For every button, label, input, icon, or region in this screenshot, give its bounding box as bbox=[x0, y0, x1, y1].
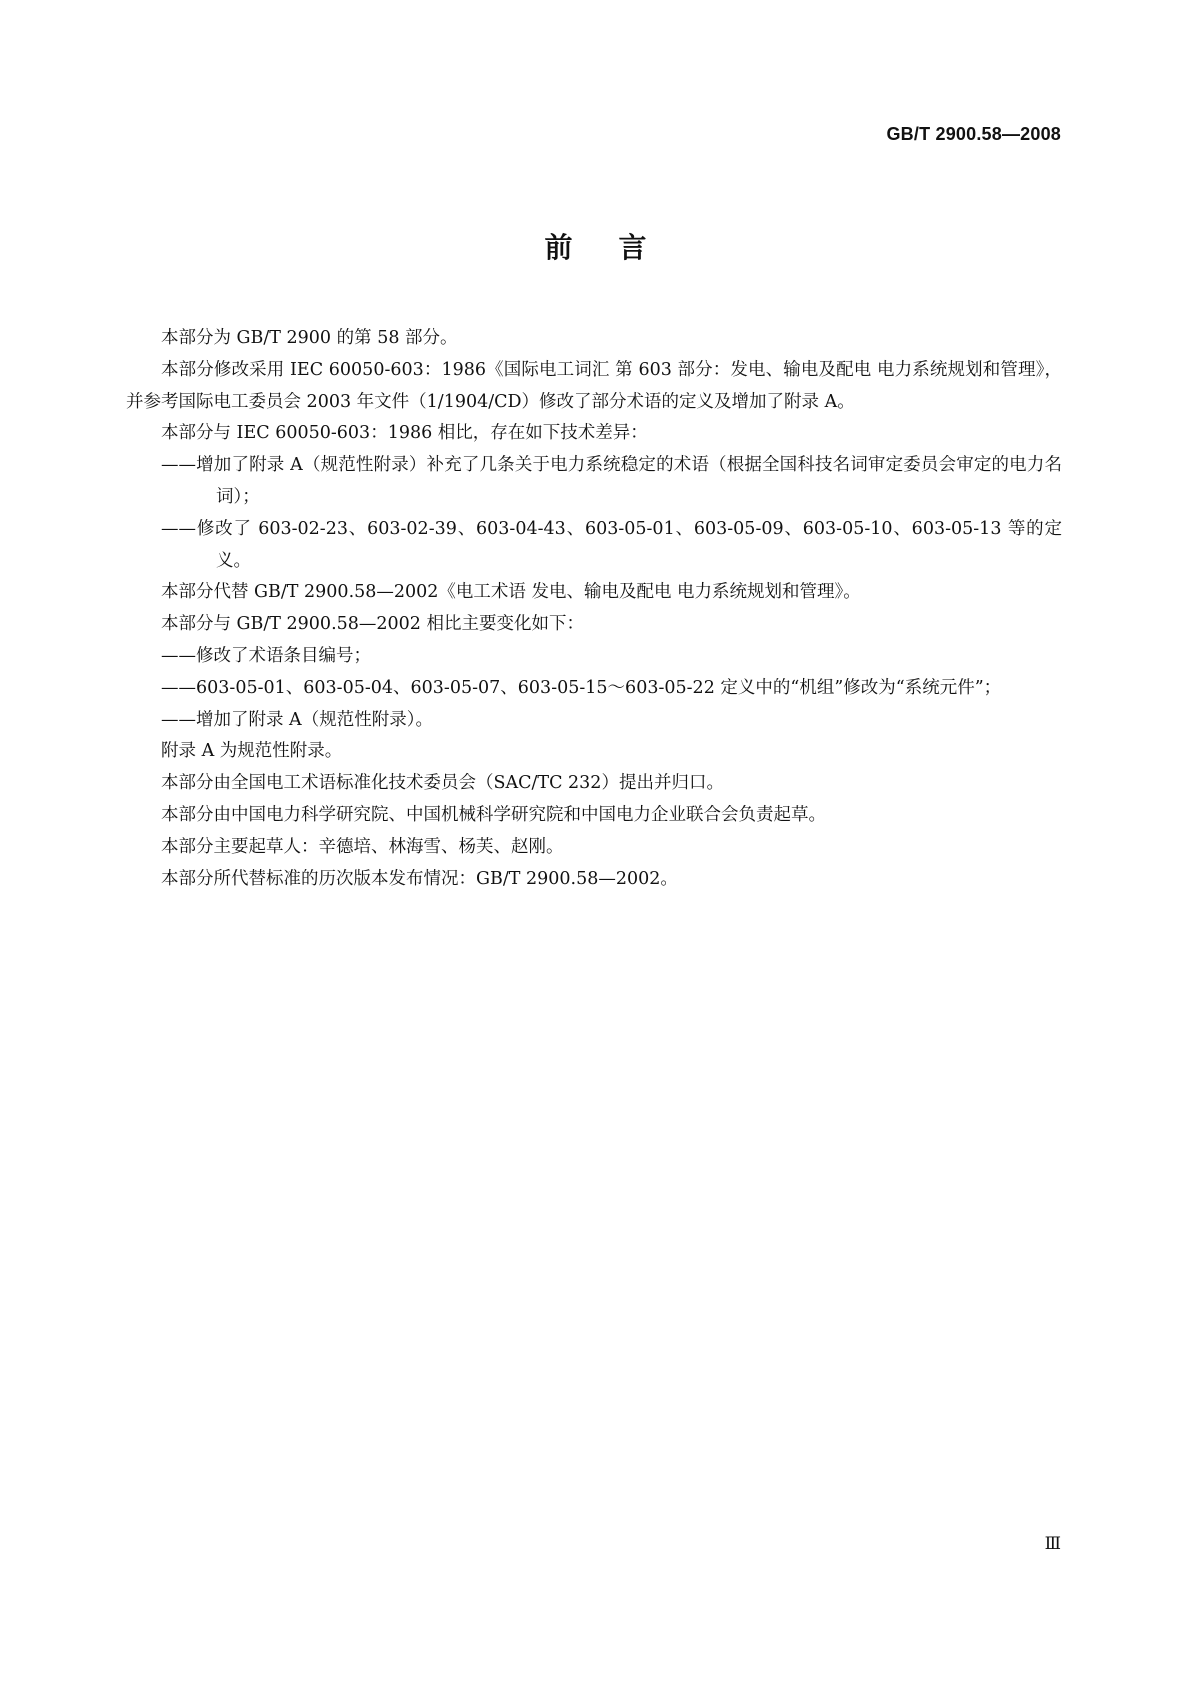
paragraph-scope: 本部分为 GB/T 2900 的第 58 部分。 bbox=[161, 328, 458, 348]
list-item-difference: ——修改了 603-02-23、603-02-39、603-04-43、603-05-01、603-05-09、603-05-10、603-05-13 等的定义。 bbox=[161, 518, 1062, 571]
list-item-difference: ——增加了附录 A（规范性附录）补充了几条关于电力系统稳定的术语（根据全国科技名词审定委员会审定的电力名词）； bbox=[161, 455, 1062, 507]
list-item-change: ——修改了术语条目编号； bbox=[161, 645, 371, 666]
title-char-1: 前 bbox=[544, 231, 573, 264]
paragraph-tech-differences: 本部分与 IEC 60050-603：1986 相比，存在如下技术差异： bbox=[161, 423, 648, 444]
paragraph-annex: 附录 A 为规范性附录。 bbox=[161, 741, 343, 762]
page-title bbox=[0, 226, 1191, 266]
paragraph-proposed-by: 本部分由全国电工术语标准化技术委员会（SAC/TC 232）提出并归口。 bbox=[161, 773, 724, 794]
list-item-change: ——增加了附录 A（规范性附录）。 bbox=[161, 709, 433, 730]
title-char-2: 言 bbox=[618, 231, 647, 264]
paragraph-replaces: 本部分代替 GB/T 2900.58—2002《电工术语 发电、输电及配电 电力系统规划和管理》。 bbox=[161, 582, 861, 603]
paragraph-history: 本部分所代替标准的历次版本发布情况：GB/T 2900.58—2002。 bbox=[161, 868, 678, 889]
paragraph-drafters: 本部分主要起草人：辛德培、林海雪、杨芙、赵刚。 bbox=[161, 836, 564, 857]
paragraph-adoption: 本部分修改采用 IEC 60050-603：1986《国际电工词汇 第 603 部分：发电、输电及配电 电力系统规划和管理》，并参考国际电工委员会 2003 年文件（1/1904/CD）修改了部分术语的定义及增加了附录 A。 bbox=[126, 359, 1062, 412]
paragraph-drafted-by: 本部分由中国电力科学研究院、中国机械科学研究院和中国电力企业联合会负责起草。 bbox=[161, 804, 826, 825]
list-item-change: ——603-05-01、603-05-04、603-05-07、603-05-15～603-05-22 定义中的“机组”修改为“系统元件”； bbox=[161, 677, 1002, 698]
page-number: Ⅲ bbox=[1044, 1534, 1061, 1554]
foreword-body bbox=[126, 323, 1062, 895]
standard-number: GB/T 2900.58—2008 bbox=[886, 124, 1061, 144]
paragraph-main-changes: 本部分与 GB/T 2900.58—2002 相比主要变化如下： bbox=[161, 614, 584, 635]
